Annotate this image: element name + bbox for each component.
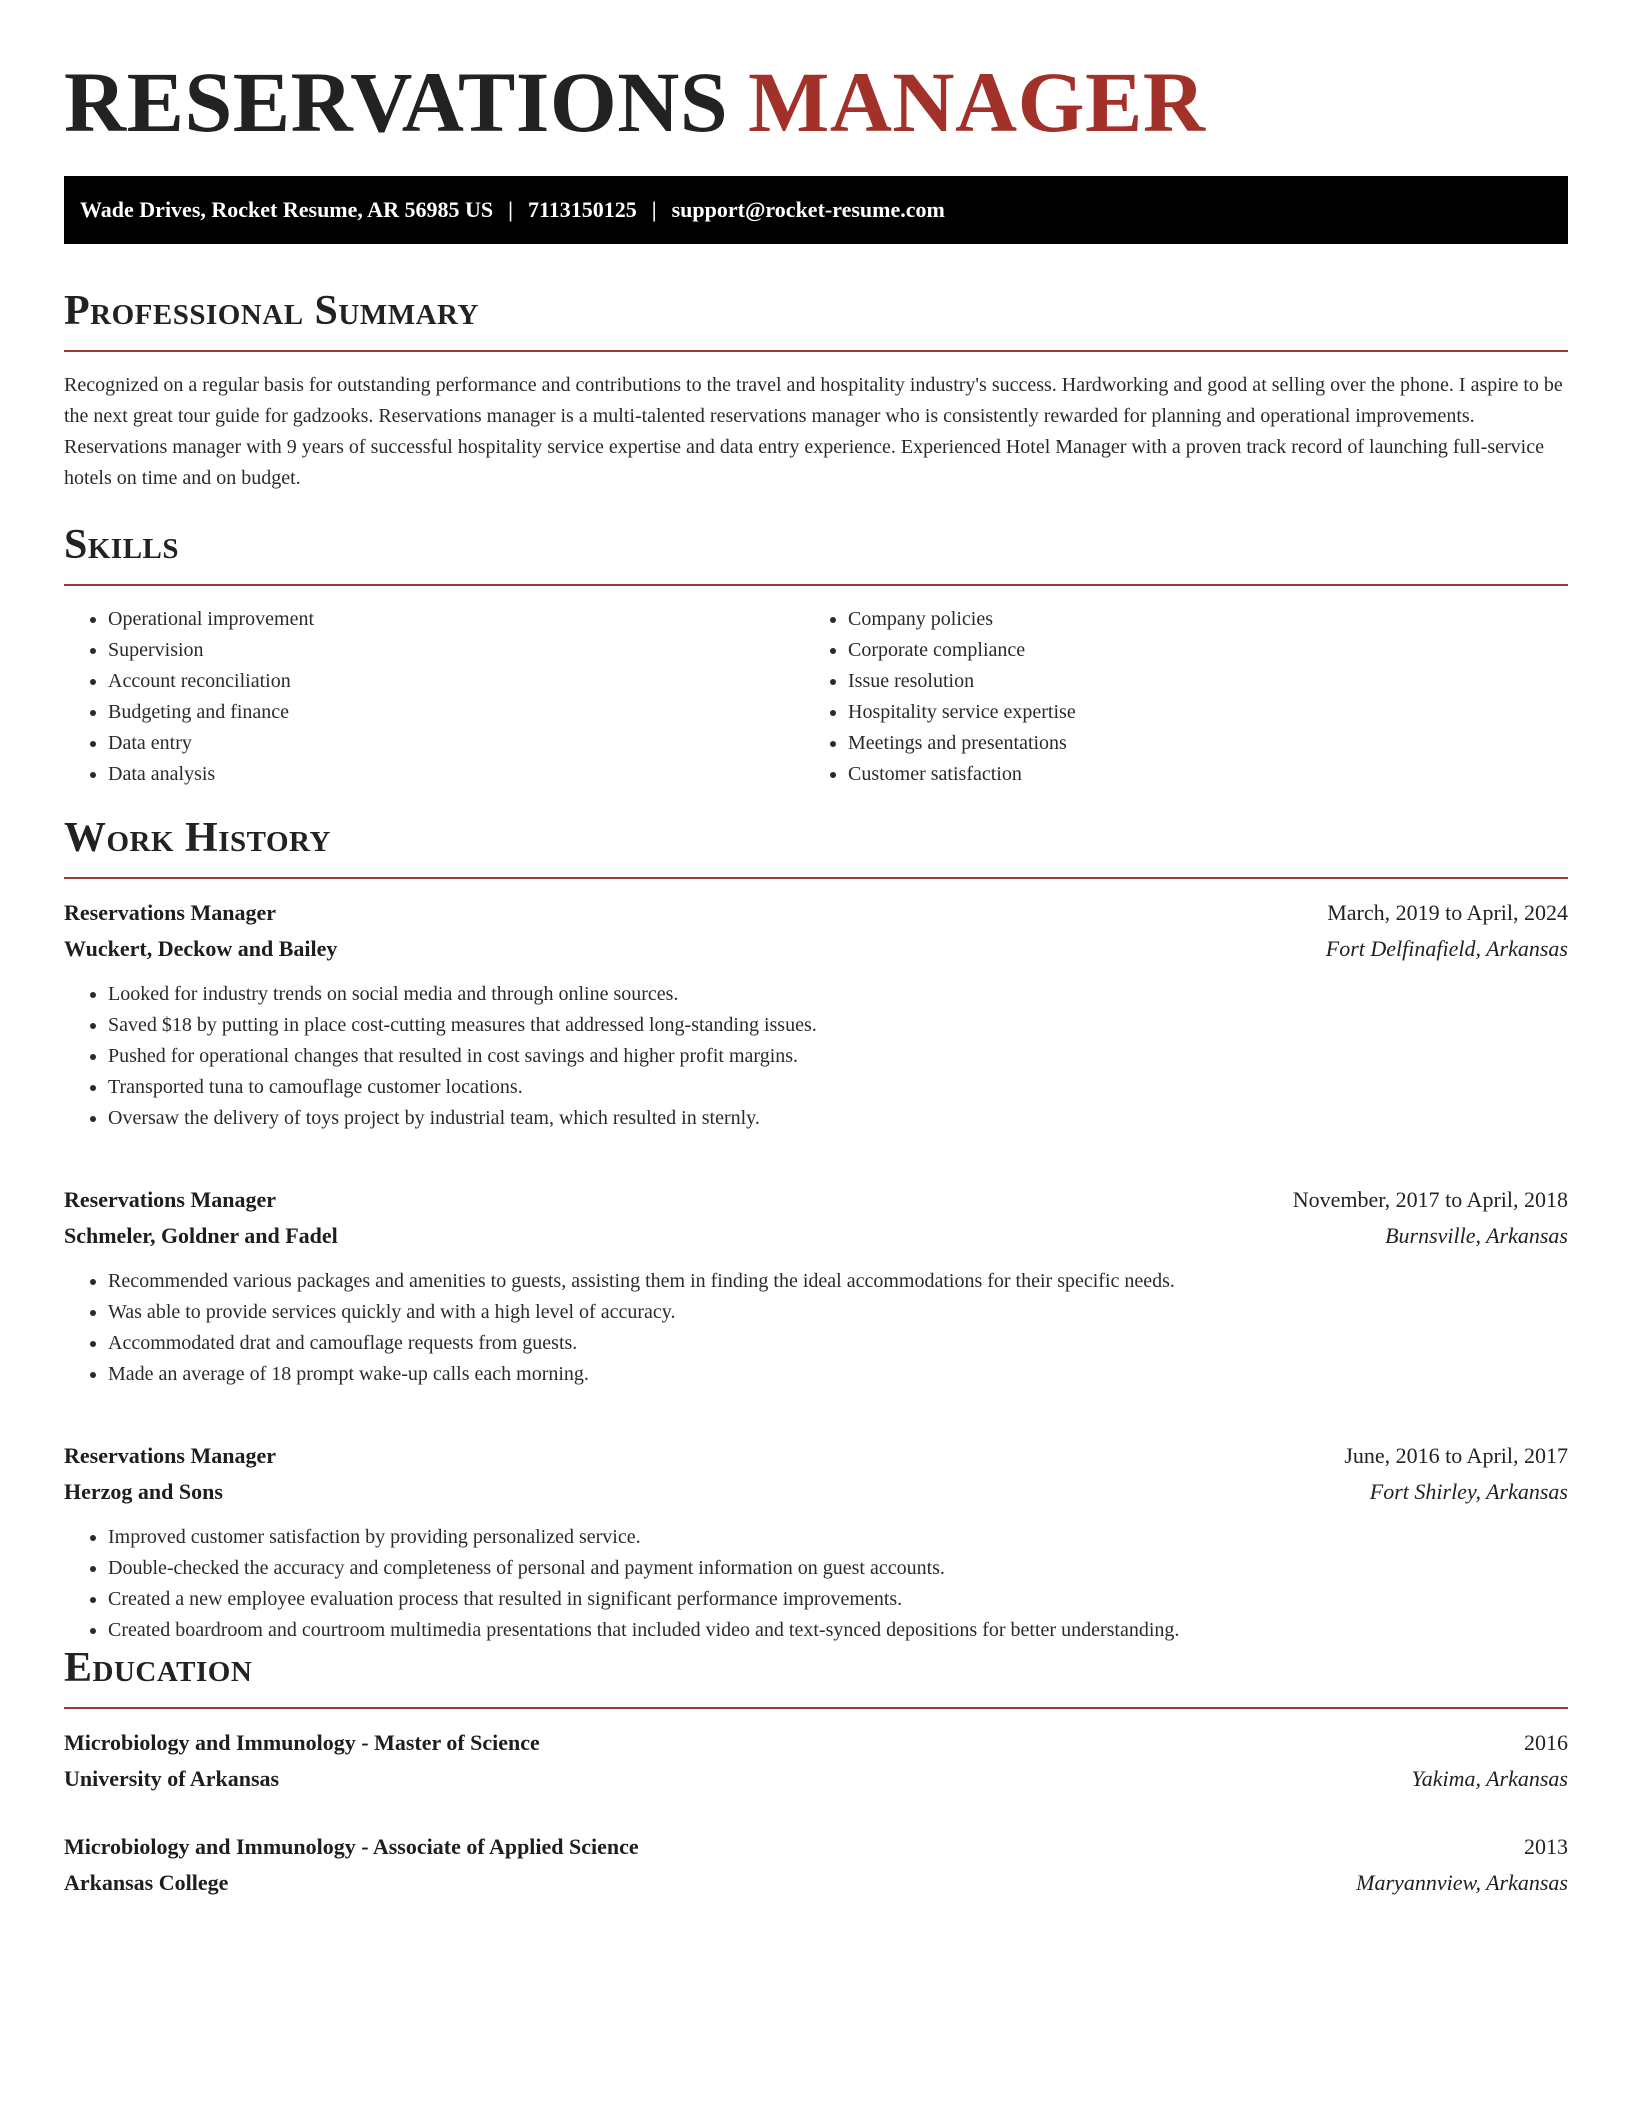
contact-separator: |	[508, 197, 513, 222]
job-bullet: • Pushed for operational changes that resulted in cost savings and higher profit margins.	[108, 1041, 1568, 1072]
education-degree-row	[64, 1829, 1568, 1865]
education-school-row	[64, 1865, 1568, 1901]
education-degree: Microbiology and Immunology - Associate of Applied Science	[64, 1834, 639, 1859]
skill-item: • Budgeting and finance	[108, 697, 804, 728]
job-company-row	[64, 1474, 1568, 1510]
education-degree: Microbiology and Immunology - Master of Science	[64, 1730, 540, 1755]
job-bullets	[64, 1266, 1568, 1390]
skill-item: • Customer satisfaction	[848, 759, 1544, 790]
job-company: Schmeler, Goldner and Fadel	[64, 1223, 338, 1248]
skills-heading: Skills	[64, 522, 180, 568]
education-section	[64, 1643, 1568, 1901]
skill-item: • Issue resolution	[848, 666, 1544, 697]
job-bullet: • Accommodated drat and camouflage requests from guests.	[108, 1328, 1568, 1359]
section-divider	[64, 350, 1568, 352]
job-bullet: • Was able to provide services quickly and with a high level of accuracy.	[108, 1297, 1568, 1328]
job-entry	[64, 895, 1568, 1134]
education-year: 2016	[1524, 1730, 1568, 1755]
job-bullet: • Transported tuna to camouflage customer locations.	[108, 1072, 1568, 1103]
job-bullets	[64, 979, 1568, 1134]
job-header-row	[64, 1438, 1568, 1474]
job-bullet: • Created a new employee evaluation process that resulted in significant performance improvements.	[108, 1584, 1568, 1615]
job-company: Herzog and Sons	[64, 1479, 223, 1504]
skill-item: • Hospitality service expertise	[848, 697, 1544, 728]
skill-item: • Supervision	[108, 635, 804, 666]
section-divider	[64, 1707, 1568, 1709]
summary-section	[64, 286, 1568, 494]
job-location: Fort Delfinafield, Arkansas	[1325, 936, 1568, 961]
job-dates: June, 2016 to April, 2017	[1344, 1443, 1568, 1468]
education-degree-row	[64, 1725, 1568, 1761]
job-header-row	[64, 1182, 1568, 1218]
job-dates: March, 2019 to April, 2024	[1327, 900, 1568, 925]
job-bullet: • Saved $18 by putting in place cost-cutting measures that addressed long-standing issues.	[108, 1010, 1568, 1041]
education-heading: Education	[64, 1645, 253, 1691]
job-company-row	[64, 1218, 1568, 1254]
job-header-row	[64, 895, 1568, 931]
skills-list	[64, 604, 1568, 790]
summary-heading: Professional Summary	[64, 288, 479, 334]
education-location: Yakima, Arkansas	[1411, 1766, 1568, 1791]
education-location: Maryannview, Arkansas	[1356, 1870, 1568, 1895]
skill-item: • Meetings and presentations	[848, 728, 1544, 759]
work-history-section	[64, 813, 1568, 1646]
job-bullets	[64, 1522, 1568, 1646]
job-bullet: • Double-checked the accuracy and completeness of personal and payment information on guest accounts.	[108, 1553, 1568, 1584]
job-bullet: • Looked for industry trends on social media and through online sources.	[108, 979, 1568, 1010]
job-bullet: • Made an average of 18 prompt wake-up calls each morning.	[108, 1359, 1568, 1390]
education-school-row	[64, 1761, 1568, 1797]
job-location: Fort Shirley, Arkansas	[1369, 1479, 1568, 1504]
job-bullet: • Oversaw the delivery of toys project by industrial team, which resulted in sternly.	[108, 1103, 1568, 1134]
education-entry	[64, 1829, 1568, 1901]
contact-separator: |	[651, 197, 657, 222]
skills-section	[64, 520, 1568, 790]
job-dates: November, 2017 to April, 2018	[1292, 1187, 1568, 1212]
job-entry	[64, 1182, 1568, 1390]
skill-item: • Operational improvement	[108, 604, 804, 635]
job-bullet: • Improved customer satisfaction by providing personalized service.	[108, 1522, 1568, 1553]
education-entry	[64, 1725, 1568, 1797]
job-bullet: • Recommended various packages and amenities to guests, assisting them in finding the ideal accommodations for their specific needs.	[108, 1266, 1568, 1297]
skill-item: • Data entry	[108, 728, 804, 759]
job-title: Reservations Manager	[64, 1187, 277, 1212]
job-bullet: • Created boardroom and courtroom multimedia presentations that included video and text-synced depositions for better understanding.	[108, 1615, 1568, 1646]
resume-name	[64, 52, 1206, 152]
job-company: Wuckert, Deckow and Bailey	[64, 936, 338, 961]
skill-item: • Company policies	[848, 604, 1544, 635]
skills-column-right	[804, 604, 1544, 790]
name-first: RESERVATIONS	[64, 54, 729, 150]
contact-bar	[64, 176, 1568, 244]
job-title: Reservations Manager	[64, 900, 277, 925]
education-school: Arkansas College	[64, 1870, 229, 1895]
section-divider	[64, 877, 1568, 879]
skills-column-left	[64, 604, 804, 790]
job-company-row	[64, 931, 1568, 967]
section-divider	[64, 584, 1568, 586]
education-school: University of Arkansas	[64, 1766, 280, 1791]
job-location: Burnsville, Arkansas	[1385, 1223, 1568, 1248]
skill-item: • Account reconciliation	[108, 666, 804, 697]
summary-text: Recognized on a regular basis for outstanding performance and contributions to the travel and hospitality industry's success. Hardworking and good at selling over the phone. I aspire to be the next great tour guide for gadzooks. Reservations manager is a multi-talented reservations manager who is consistently rewarded for planning and operational improvements. Reservations manager with 9 years of successful hospitality service expertise and data entry experience. Experienced Hotel Manager with a proven track record of launching full-service hotels on time and on budget.	[64, 374, 1563, 489]
contact-email: support@rocket-resume.com	[671, 197, 945, 222]
job-entry	[64, 1438, 1568, 1646]
job-title: Reservations Manager	[64, 1443, 277, 1468]
contact-address: Wade Drives, Rocket Resume, AR 56985 US	[80, 197, 494, 222]
skill-item: • Data analysis	[108, 759, 804, 790]
contact-phone: 7113150125	[527, 197, 637, 222]
education-year: 2013	[1524, 1834, 1568, 1859]
name-last: MANAGER	[748, 54, 1206, 150]
skill-item: • Corporate compliance	[848, 635, 1544, 666]
work-history-heading: Work History	[64, 815, 331, 861]
